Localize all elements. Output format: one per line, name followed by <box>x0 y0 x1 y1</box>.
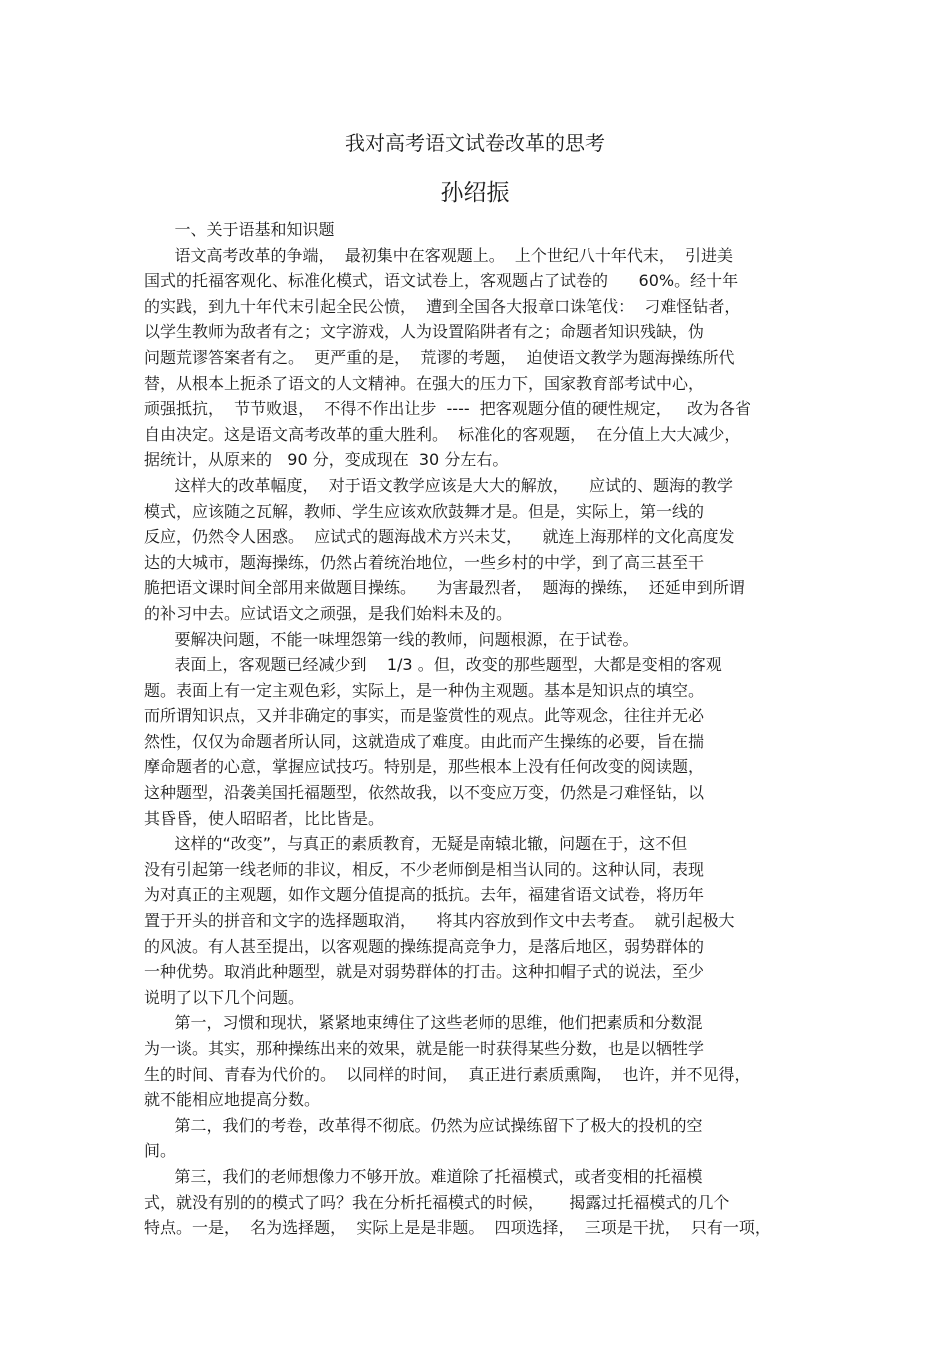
text-line: 没有引起第一线老师的非议，相反，不少老师倒是相当认同的。这种认同，表现 <box>144 859 705 879</box>
text-line: 据统计，从原来的 90 分，变成现在 30 分左右。 <box>144 450 509 470</box>
text-line: 其昏昏，使人昭昭者，比比皆是。 <box>144 808 385 828</box>
text-line: 这种题型，沿袭美国托福题型，依然故我，以不变应万变，仍然是刁难怪钻，以 <box>144 783 705 803</box>
text-line: 特点。一是， 名为选择题， 实际上是是非题。 四项选择， 三项是干扰， 只有一项， <box>144 1218 771 1238</box>
text-line: 问题荒谬答案者有之。 更严重的是， 荒谬的考题， 迫使语文教学为题海操练所代 <box>144 347 735 367</box>
text-line: 而所谓知识点，又并非确定的事实，而是鉴赏性的观点。此等观念，往往并无必 <box>144 706 705 726</box>
article-body <box>144 217 808 1241</box>
text-line: 为对真正的主观题，如作文题分值提高的抵抗。去年，福建省语文试卷，将历年 <box>144 885 705 905</box>
text-line: 一种优势。取消此种题型，就是对弱势群体的打击。这种扣帽子式的说法，至少 <box>144 962 705 982</box>
text-line: 反应，仍然令人困惑。 应试式的题海战术方兴未艾， 就连上海那样的文化高度发 <box>144 527 735 547</box>
text-line: 以学生教师为敌者有之；文字游戏，人为设置陷阱者有之；命题者知识残缺，伪 <box>144 322 705 342</box>
text-line: 这样的“改变”，与真正的素质教育，无疑是南辕北辙，问题在于，这不但 <box>144 834 688 854</box>
text-line: 的实践，到九十年代末引起全民公愤， 遭到全国各大报章口诛笔伐： 刁难怪钻者， <box>144 296 741 316</box>
text-line: 间。 <box>144 1141 177 1161</box>
text-line: 为一谈。其实，那种操练出来的效果，就是能一时获得某些分数，也是以牺牲学 <box>144 1039 705 1058</box>
author-name: 孙绍振 <box>440 180 510 206</box>
text-line: 就不能相应地提高分数。 <box>144 1090 321 1110</box>
text-line: 脆把语文课时间全部用来做题目操练。 为害最烈者， 题海的操练， 还延申到所谓 <box>144 578 745 598</box>
text-line: 生的时间、青春为代价的。 以同样的时间， 真正进行素质熏陶， 也许，并不见得， <box>144 1064 751 1084</box>
text-line: 第三，我们的老师想像力不够开放。难道除了托福模式，或者变相的托福模 <box>144 1166 703 1186</box>
text-line: 自由决定。这是语文高考改革的重大胜利。 标准化的客观题， 在分值上大大减少， <box>144 424 741 444</box>
text-line: 要解决问题，不能一味埋怨第一线的教师，问题根源，在于试卷。 <box>144 629 639 649</box>
text-line: 这样大的改革幅度， 对于语文教学应该是大大的解放， 应试的、题海的教学 <box>144 475 734 495</box>
text-line: 替，从根本上扼杀了语文的人文精神。在强大的压力下，国家教育部考试中心， <box>144 373 705 393</box>
text-line: 一、关于语基和知识题 <box>144 220 335 239</box>
text-line: 语文高考改革的争端， 最初集中在客观题上。 上个世纪八十年代末， 引进美 <box>144 245 734 265</box>
text-line: 题。表面上有一定主观色彩，实际上，是一种伪主观题。基本是知识点的填空。 <box>144 680 705 700</box>
text-line: 说明了以下几个问题。 <box>144 987 305 1007</box>
text-line: 顽强抵抗， 节节败退， 不得不作出让步 ---- 把客观题分值的硬性规定， 改为各省 <box>144 399 752 419</box>
text-line: 然性，仅仅为命题者所认同，这就造成了难度。由此而产生操练的必要，旨在揣 <box>144 731 705 751</box>
text-line: 表面上，客观题已经减少到 1/3 。但，改变的那些题型，大都是变相的客观 <box>144 655 722 675</box>
text-line: 国式的托福客观化、标准化模式，语文试卷上，客观题占了试卷的 60%。经十年 <box>144 271 739 291</box>
text-line: 达的大城市，题海操练，仍然占着统治地位，一些乡村的中学，到了高三甚至干 <box>144 552 705 572</box>
text-line: 第二，我们的考卷，改革得不彻底。仍然为应试操练留下了极大的投机的空 <box>144 1115 703 1135</box>
document-title: 我对高考语文试卷改革的思考 <box>345 131 605 155</box>
text-line: 摩命题者的心意，掌握应试技巧。特别是，那些根本上没有任何改变的阅读题， <box>144 757 705 777</box>
text-line: 式，就没有别的的模式了吗？我在分析托福模式的时候， 揭露过托福模式的几个 <box>144 1192 730 1212</box>
text-line: 的风波。有人甚至提出，以客观题的操练提高竞争力，是落后地区，弱势群体的 <box>144 936 705 956</box>
text-line: 的补习中去。应试语文之顽强，是我们始料未及的。 <box>144 603 513 623</box>
text-line: 模式，应该随之瓦解，教师、学生应该欢欣鼓舞才是。但是，实际上，第一线的 <box>144 501 705 521</box>
text-line: 置于开头的拼音和文字的选择题取消， 将其内容放到作文中去考查。 就引起极大 <box>144 911 735 931</box>
text-line: 第一，习惯和现状，紧紧地束缚住了这些老师的思维，他们把素质和分数混 <box>144 1013 703 1033</box>
